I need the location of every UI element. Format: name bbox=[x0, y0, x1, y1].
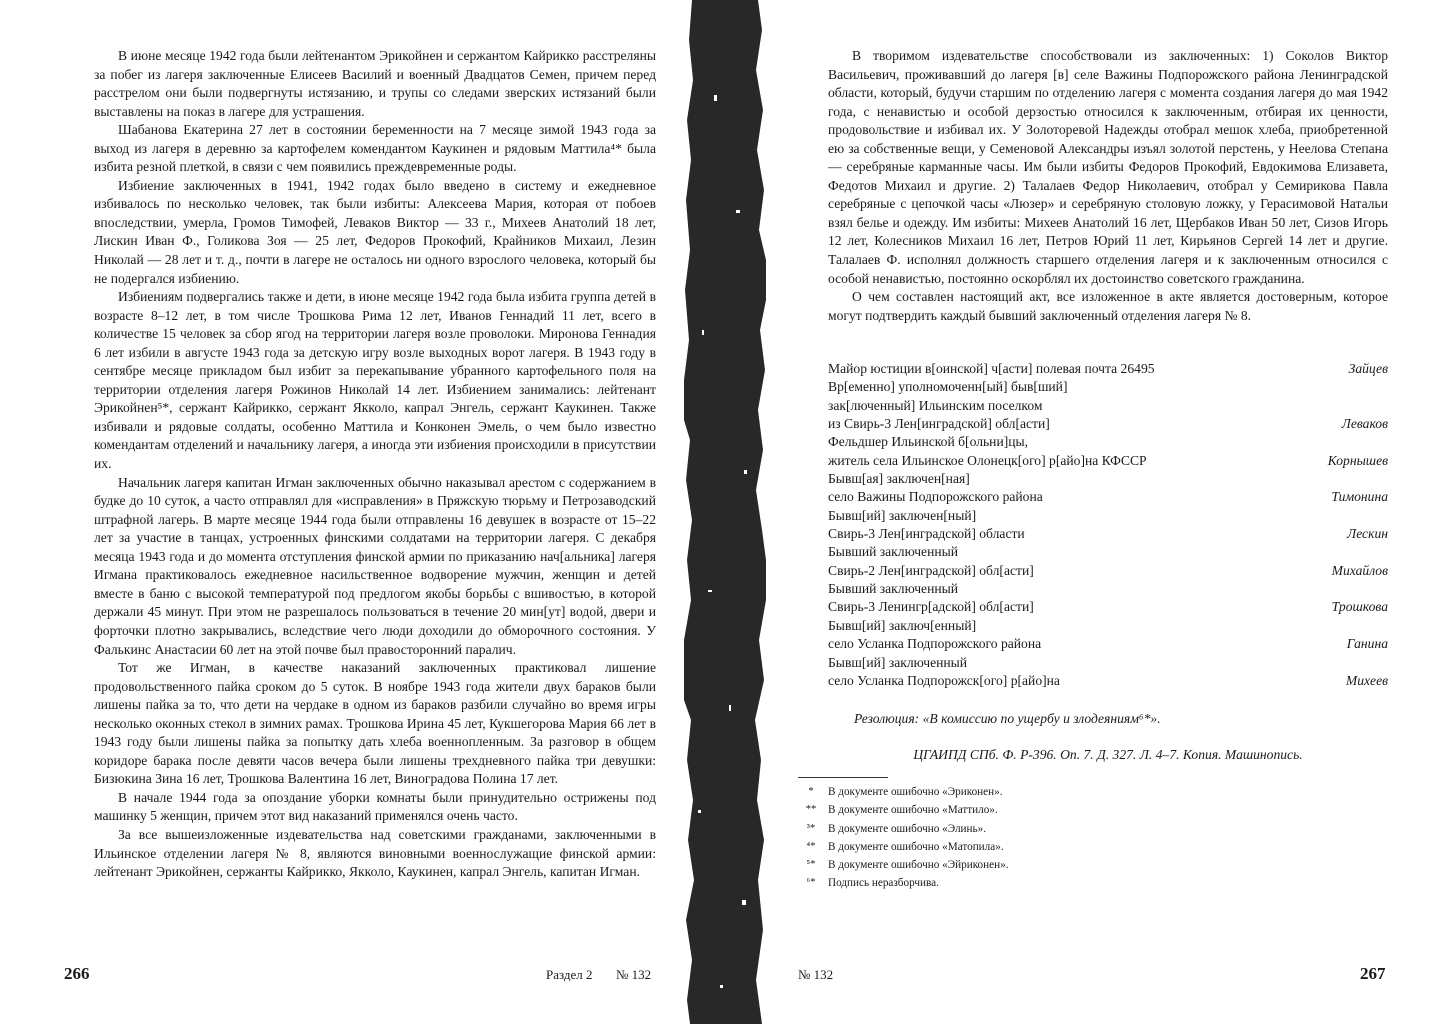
signatory-position: Свирь-3 Лен[инградской] области bbox=[828, 526, 1025, 542]
footnote-text: В документе ошибочно «Матопила». bbox=[828, 840, 1004, 853]
signatory-position: Бывший заключенный bbox=[828, 544, 959, 560]
running-section: Раздел 2 bbox=[546, 967, 593, 982]
signature-row bbox=[828, 378, 1388, 396]
resolution-note: Резолюция: «В комиссию по ущербу и злодеяниям⁶*». bbox=[854, 711, 1161, 726]
paragraph: В творимом издевательстве способствовали из заключенных: 1) Соколов Виктор Васильевич, проживавший до лагеря [в] селе Важины Подпорожского района Ленинградской области, который, будучи старшим по отделению лагеря с момента создания лагеря до мая 1942 года, с ненавистью и особой дерзостью относился к заключенным, отбирая их ценности, продовольствие и избивал их. У Золоторевой Надежды отобрал мешок хлеба, приобретенной ею за собственные вещи, у Семеновой Александры изъял золотой перстень, у Неелова Степана — серебряные карманные часы. Им были избиты Федоров Прокофий, Евдокимова Елизавета, Федотов Михаил и другие. 2) Талалаев Федор Николаевич, отобрал у Семирикова Павла серебряные с цепочкой часы «Люзер» и серебряную столовую ложку, у Герасимовой Натальи взял белье и одежду. Им избиты: Михеев Анатолий 16 лет, Щербаков Иван 50 лет, Сизов Игорь 12 лет, Колесников Михаил 16 лет, Петров Юрий 11 лет, Кирьянов Сергей 14 лет и другие. Талалаев Ф. исполнял должность старшего отделения лагеря и к заключенным относился с особой ненавистью, постоянно оскорблял их достоинство советского гражданина. bbox=[828, 48, 1388, 286]
signature-row bbox=[828, 507, 1388, 525]
paragraph: Избиениям подвергались также и дети, в июне месяце 1942 года была избита группа детей в возрасте 8–12 лет, в том числе Трошкова Рима 12 лет, Иванов Геннадий 11 лет, всего в количестве 15 человек за сбор ягод на территории лагеря возле проволоки. Миронова Геннадия 6 лет избили в августе 1943 года за детскую игру возле выходных ворот лагеря. В 1943 году в сентябре месяце прикладом был избит за перекапывание убранного картофельного поля на территории отделения лагеря Рожинов Николай 14 лет. Избиением занимались: лейтенант Эрикойнен⁵*, сержант Кайрикко, сержант Якколо, капрал Энгель, сержант Каукинен. Также избивали и рядовые солдаты, особенно Маттила и Конконен Эмель, о чем было известно комендантам отделений и начальнику лагеря, а иногда эти избиения происходили в присутствии их. bbox=[94, 289, 656, 472]
signatory-position: Майор юстиции в[оинской] ч[асти] полевая почта 26495 bbox=[828, 361, 1155, 376]
signatory-position: село Усланка Подпорожского района bbox=[828, 636, 1042, 652]
signatory-position: Вр[еменно] уполномоченн[ый] быв[ший] bbox=[828, 379, 1068, 395]
footnote-mark: ⁵* bbox=[806, 859, 816, 871]
footnote-text: Подпись неразборчива. bbox=[828, 877, 939, 890]
signature-row bbox=[828, 433, 1388, 451]
signatory-position: Бывш[ий] заключенный bbox=[828, 654, 968, 670]
signature-block bbox=[828, 360, 1388, 690]
signature-row bbox=[828, 525, 1388, 543]
spine-texture bbox=[684, 0, 766, 1024]
page-number-right: 267 bbox=[1360, 964, 1386, 983]
signatory-position: Бывший заключенный bbox=[828, 581, 959, 597]
left-page-body bbox=[94, 47, 656, 882]
paragraph: Избиение заключенных в 1941, 1942 годах было введено в систему и ежедневное избивалось по несколько человек, так были избиты: Алексеева Мария, которая от побоев впоследствии, умерла, Громов Тимофей, Леваков Виктор — 33 г., Михеев Анатолий 18 лет, Лискин Иван Ф., Голикова Зоя — 25 лет, Федоров Прокофий, Крайников Михаил, Лезин Николай — 28 лет и т. д., почти в лагере не осталось ни одного взрослого человека, который бы не подергался избиению. bbox=[94, 177, 656, 286]
signatory-position: село Усланка Подпорожск[ого] р[айо]на bbox=[828, 672, 1060, 688]
running-doc-number-right: № 132 bbox=[798, 967, 834, 982]
footnote-mark: ** bbox=[805, 804, 817, 816]
signatory-name: Михайлов bbox=[1331, 562, 1388, 578]
page-number-left: 266 bbox=[64, 964, 90, 983]
signature-row bbox=[828, 470, 1388, 488]
footnote-text: В документе ошибочно «Эриконен». bbox=[828, 786, 1003, 798]
footnote-mark: ⁶* bbox=[806, 877, 816, 889]
signature-row bbox=[828, 543, 1388, 561]
footnote bbox=[794, 783, 1354, 801]
signature-row bbox=[828, 415, 1388, 433]
footnote-text: В документе ошибочно «Эйриконен». bbox=[828, 859, 1009, 872]
signatory-name: Ганина bbox=[1346, 636, 1388, 652]
signatory-position: из Свирь-3 Лен[инградской] обл[асти] bbox=[828, 416, 1050, 432]
footnote-mark: * bbox=[808, 786, 814, 797]
signatory-name: Тимонина bbox=[1331, 489, 1388, 505]
footnote-mark: ⁴* bbox=[806, 840, 816, 852]
signatory-position: Бывш[ий] заключен[ный] bbox=[828, 507, 977, 523]
footnote-mark: ³* bbox=[806, 822, 816, 834]
footnote bbox=[794, 874, 1354, 892]
signatory-position: житель села Ильинское Олонецк[ого] р[айо]на КФССР bbox=[828, 452, 1147, 468]
signatory-name: Зайцев bbox=[1348, 361, 1388, 376]
signature-row bbox=[828, 635, 1388, 653]
signatory-name: Трошкова bbox=[1331, 599, 1388, 615]
signatory-position: Бывш[ая] заключен[ная] bbox=[828, 471, 970, 487]
signature-row bbox=[828, 360, 1388, 378]
signature-row bbox=[828, 654, 1388, 672]
signature-row bbox=[828, 580, 1388, 598]
signatory-position: Фельдшер Ильинской б[ольни]цы, bbox=[828, 434, 1029, 450]
signatory-name: Лескин bbox=[1347, 526, 1388, 542]
signatory-name: Михеев bbox=[1345, 672, 1388, 688]
signature-row bbox=[828, 672, 1388, 690]
scan-spine-strip bbox=[684, 0, 766, 1024]
footnote bbox=[794, 801, 1354, 819]
footnote-text: В документе ошибочно «Элинь». bbox=[828, 822, 987, 835]
left-page bbox=[64, 0, 656, 1024]
footnote bbox=[794, 856, 1354, 874]
paragraph: Начальник лагеря капитан Игман заключенных обычно наказывал арестом с содержанием в будке до 10 суток, а часто отправлял для «исправления» в Пряжскую тюрьму и Петрозаводский штрафной лагерь. В марте месяце 1944 года были отправлены 16 девушек в возрасте от 15–22 лет за участие в танцах, устроенных финскими солдатами на территории лагеря. С декабря месяца 1943 года и до момента отступления финской армии по приказанию нач[альника] лагеря Игмана практиковалось ежедневное насильственное водворение мужчин, женщин и детей вместе в баню с высокой температурой под предлогом якобы борьбы с вшивостью, в которой держали 45 минут. При этом не разрешалось пользоваться в течение 20 мин[ут] водой, двери и форточки плотно закрывались, вследствие чего люди доходили до обморочного состояния. У Фалькинс Анастасии 60 лет на этой почве был правосторонний паралич. bbox=[94, 474, 656, 657]
signatory-position: Свирь-3 Ленингр[адской] обл[асти] bbox=[828, 599, 1034, 615]
signature-row bbox=[828, 562, 1388, 580]
footnote-divider bbox=[798, 777, 888, 778]
paragraph: Тот же Игман, в качестве наказаний заключенных практиковал лишение продовольственного пайка сроком до 5 суток. В ноябре 1943 года жители двух бараков были лишены пайка за то, что дети на чердаке в одном из бараков разбили случайно во время игры несколько оконных стекол в зимних рамах. Трошкова Ирина 45 лет, Кукшегорова Мария 66 лет в 1943 году были лишены пайка за попытку дать хлеба военнопленным. За разговор в общем коридоре барака после девяти часов вечера были лишены трехдневного пайка три девушки: Бизюкина Зина 16 лет, Трошкова Валентина 16 лет, Виноградова Полина 17 лет. bbox=[94, 660, 656, 787]
signature-row bbox=[828, 488, 1388, 506]
signature-row bbox=[828, 397, 1388, 415]
paragraph: В начале 1944 года за опоздание уборки комнаты были принудительно острижены под машинку 5 женщин, причем этот вид наказаний применялся очень часто. bbox=[94, 789, 656, 824]
archive-source: ЦГАИПД СПб. Ф. Р-396. Оп. 7. Д. 327. Л. 4–7. Копия. Машинопись. bbox=[913, 747, 1303, 762]
running-doc-number-left: № 132 bbox=[616, 967, 652, 982]
paragraph: О чем составлен настоящий акт, все изложенное в акте является достоверным, которое могут подтвердить каждый бывший заключенный отделения лагеря № 8. bbox=[828, 289, 1388, 323]
footnote bbox=[794, 820, 1354, 838]
footnote-text: В документе ошибочно «Маттило». bbox=[828, 804, 998, 817]
signatory-name: Корнышев bbox=[1327, 452, 1388, 468]
right-page bbox=[798, 0, 1388, 1024]
signatory-name: Леваков bbox=[1341, 416, 1388, 432]
footnote bbox=[794, 838, 1354, 856]
signatory-position: зак[люченный] Ильинским поселком bbox=[828, 397, 1043, 413]
signatory-position: Свирь-2 Лен[инградской] обл[асти] bbox=[828, 562, 1034, 578]
signatory-position: село Важины Подпорожского района bbox=[828, 489, 1043, 505]
signatory-position: Бывш[ий] заключ[енный] bbox=[828, 617, 977, 633]
paragraph: Шабанова Екатерина 27 лет в состоянии беременности на 7 месяце зимой 1943 года за выход из лагеря в деревню за картофелем комендантом Каукинен и рядовым Маттила⁴* была избита резной плеткой, в связи с чем появились преждевременные роды. bbox=[94, 122, 656, 175]
signature-row bbox=[828, 617, 1388, 635]
signature-row bbox=[828, 598, 1388, 616]
paragraph: В июне месяце 1942 года были лейтенантом Эрикойнен и сержантом Кайрикко расстреляны за побег из лагеря заключенные Елисеев Василий и военный Двадцатов Семен, причем перед расстрелом они были подвергнуты истязанию, и трупы со следами зверских истязаний были выставлены на показ в лагере для устрашения. bbox=[94, 48, 656, 119]
signature-row bbox=[828, 452, 1388, 470]
paragraph: За все вышеизложенные издевательства над советскими гражданами, заключенными в Ильинское отделении лагеря № 8, являются виновными военнослужащие финской армии: лейтенант Эрикойнен, сержанты Кайрикко, Якколо, Каукинен, капрал Энгель, капитан Игман. bbox=[94, 826, 656, 880]
right-page-body bbox=[828, 47, 1388, 325]
footnotes bbox=[794, 783, 1354, 893]
